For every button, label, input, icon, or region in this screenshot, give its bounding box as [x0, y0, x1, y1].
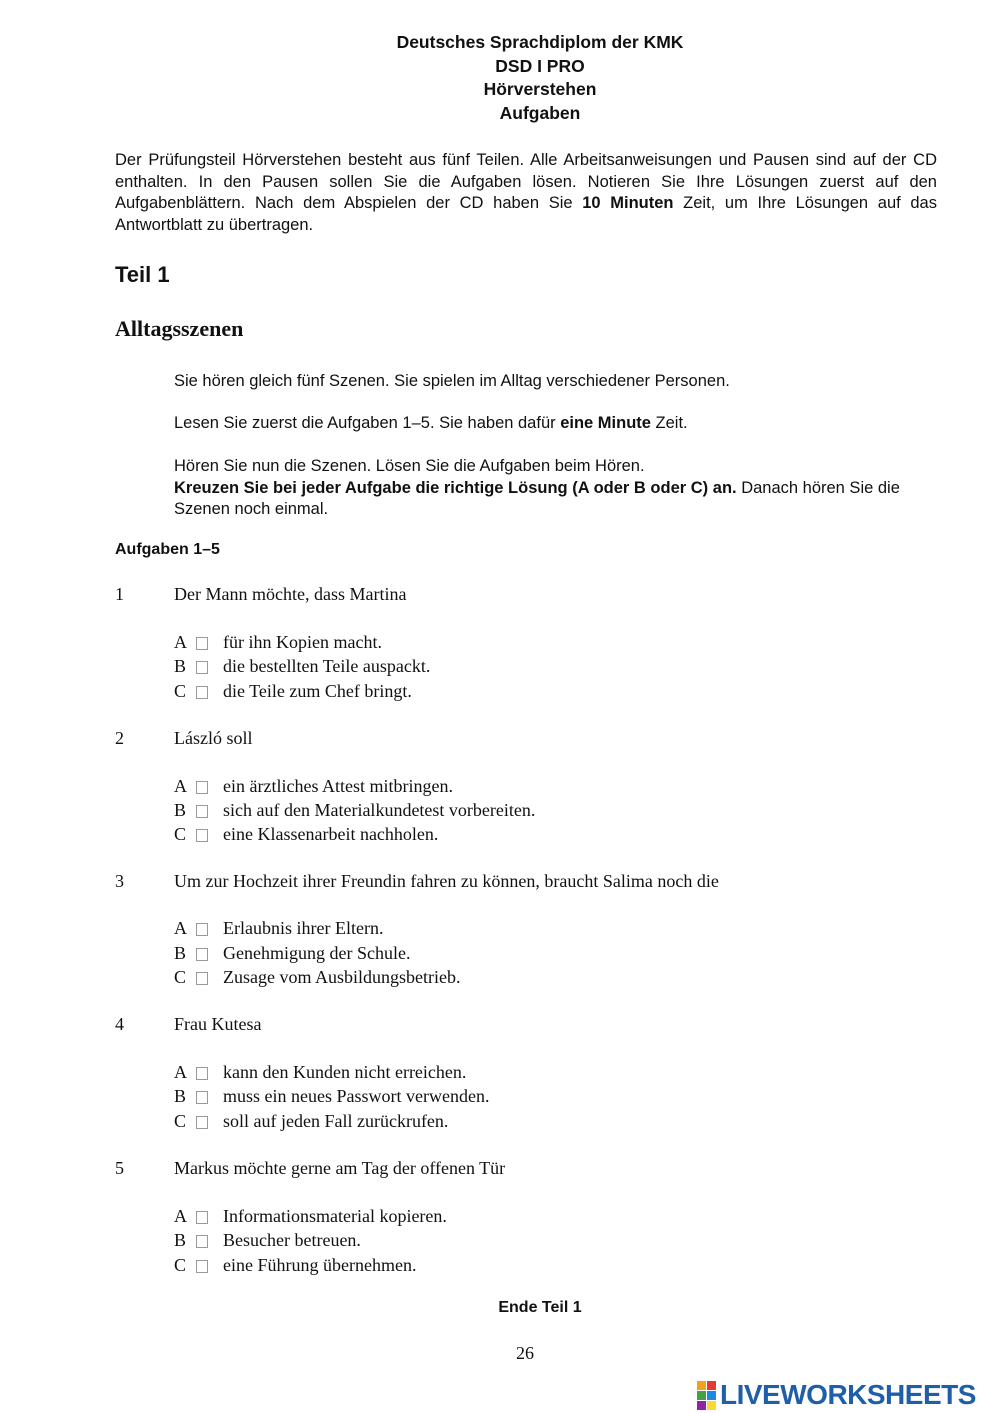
checkbox[interactable]	[196, 781, 208, 794]
option-row[interactable]: B die bestellten Teile auspackt.	[174, 656, 431, 676]
liveworksheets-logo	[697, 1377, 976, 1413]
option-row[interactable]: C soll auf jeden Fall zurückrufen.	[174, 1111, 449, 1131]
question-text: Der Mann möchte, dass Martina	[174, 584, 407, 604]
question-text: Um zur Hochzeit ihrer Freundin fahren zu können, braucht Salima noch die	[174, 871, 719, 891]
checkbox[interactable]	[196, 1211, 208, 1224]
checkbox[interactable]	[196, 1091, 208, 1104]
option-row[interactable]: A ein ärztliches Attest mitbringen.	[174, 776, 453, 796]
checkbox[interactable]	[196, 686, 208, 699]
checkbox[interactable]	[196, 972, 208, 985]
option-row[interactable]: A kann den Kunden nicht erreichen.	[174, 1062, 467, 1082]
question-number: 4	[115, 1014, 124, 1034]
option-row[interactable]: B muss ein neues Passwort verwenden.	[174, 1086, 490, 1106]
section-label: Teil 1	[115, 262, 170, 287]
option-row[interactable]: A Erlaubnis ihrer Eltern.	[174, 918, 384, 938]
header-line-2: DSD I PRO	[495, 55, 585, 76]
logo-mark-icon	[697, 1381, 716, 1410]
option-row[interactable]: A für ihn Kopien macht.	[174, 632, 382, 652]
instruction-2: Lesen Sie zuerst die Aufgaben 1–5. Sie haben dafür eine Minute Zeit.	[174, 414, 688, 432]
end-of-part: Ende Teil 1	[498, 1299, 582, 1316]
page-number: 26	[516, 1343, 534, 1363]
intro-text-2: Zeit, um Ihre Lösungen auf das Antwortblatt zu übertragen.	[115, 194, 937, 234]
checkbox[interactable]	[196, 829, 208, 842]
option-row[interactable]: B sich auf den Materialkundetest vorbereiten.	[174, 800, 536, 820]
question-text: Frau Kutesa	[174, 1014, 262, 1034]
checkbox[interactable]	[196, 805, 208, 818]
checkbox[interactable]	[196, 923, 208, 936]
question-text: Markus möchte gerne am Tag der offenen Tür	[174, 1158, 506, 1178]
question-text: László soll	[174, 728, 253, 748]
question-number: 2	[115, 728, 124, 748]
question-number: 3	[115, 871, 124, 891]
checkbox[interactable]	[196, 1116, 208, 1129]
intro-bold: 10 Minuten	[582, 194, 674, 212]
instruction-3: Hören Sie nun die Szenen. Lösen Sie die Aufgaben beim Hören. Kreuzen Sie bei jeder Aufgabe die richtige Lösung (A oder B oder C) an. Danach hören Sie die Szenen noch einmal.	[174, 457, 900, 518]
checkbox[interactable]	[196, 1067, 208, 1080]
option-row[interactable]: B Genehmigung der Schule.	[174, 943, 411, 963]
option-row[interactable]: B Besucher betreuen.	[174, 1230, 361, 1250]
checkbox[interactable]	[196, 1235, 208, 1248]
document-header	[0, 31, 1000, 125]
instruction-1: Sie hören gleich fünf Szenen. Sie spielen im Alltag verschiedener Personen.	[174, 372, 730, 390]
checkbox[interactable]	[196, 948, 208, 961]
header-line-1: Deutsches Sprachdiplom der KMK	[396, 32, 684, 52]
option-row[interactable]: C eine Führung übernehmen.	[174, 1255, 417, 1275]
intro-text-1: Der Prüfungsteil Hörverstehen besteht aus fünf Teilen. Alle Arbeitsanweisungen und Pausen sind auf der CD enthalten. In den Pausen sollen Sie die Aufgaben lösen. Notieren Sie Ihre Lösungen zuerst auf den Aufgabenblättern. Nach dem Abspielen der CD haben Sie	[115, 151, 937, 212]
header-line-3: Hörverstehen	[483, 79, 597, 99]
tasks-heading: Aufgaben 1–5	[115, 541, 220, 558]
checkbox[interactable]	[196, 661, 208, 674]
section-title: Alltagsszenen	[115, 316, 244, 341]
option-row[interactable]: C eine Klassenarbeit nachholen.	[174, 824, 439, 844]
option-row[interactable]: C Zusage vom Ausbildungsbetrieb.	[174, 967, 461, 987]
question-number: 1	[115, 584, 124, 604]
question-number: 5	[115, 1158, 124, 1178]
option-row[interactable]: A Informationsmaterial kopieren.	[174, 1206, 447, 1226]
intro-paragraph	[115, 150, 937, 236]
option-row[interactable]: C die Teile zum Chef bringt.	[174, 681, 412, 701]
logo-text: LIVEWORKSHEETS	[720, 1379, 976, 1410]
checkbox[interactable]	[196, 637, 208, 650]
header-line-4: Aufgaben	[499, 102, 581, 123]
checkbox[interactable]	[196, 1260, 208, 1273]
